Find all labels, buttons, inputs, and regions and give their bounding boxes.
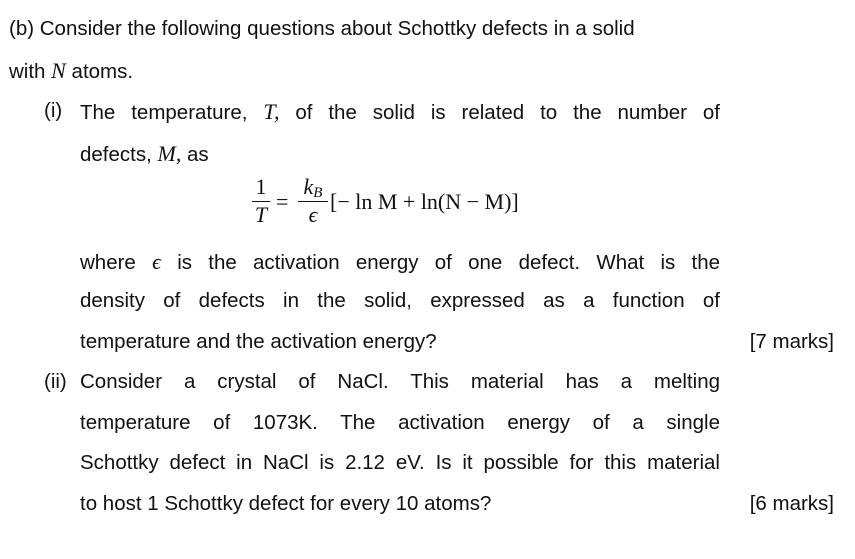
part-i-text-1b: of the solid is related to the number of: [279, 101, 720, 124]
part-ii-text-2: temperature of 1073K. The activation energy of a single: [80, 411, 720, 434]
part-b-line-1: [9, 19, 635, 40]
lhs-numerator: 1: [255, 174, 267, 199]
part-ii-line-4: [80, 494, 491, 515]
part-i-line-5: [80, 332, 437, 353]
part-i-text-3b: is the activation energy of one defect. What is the: [160, 251, 720, 274]
part-i-marks: [7 marks]: [749, 330, 834, 353]
part-i-text-4: density of defects in the solid, expressed as a function of: [80, 289, 720, 312]
equals-sign: =: [276, 189, 289, 214]
rhs-denominator: ϵ: [308, 202, 318, 228]
rhs-numerator: [298, 174, 328, 201]
lhs-fraction: [252, 176, 270, 226]
var-m: M,: [157, 141, 182, 166]
var-n: N: [51, 58, 66, 83]
var-epsilon: ϵ: [152, 249, 161, 274]
part-i-text-3a: where: [80, 251, 153, 274]
part-ii-text-4: to host 1 Schottky defect for every 10 atoms?: [80, 492, 492, 515]
part-ii-marks: [6 marks]: [749, 492, 834, 515]
rhs-fraction: [298, 176, 328, 226]
part-i-text-2a: defects,: [80, 143, 158, 166]
part-ii-line-3: [80, 453, 720, 474]
part-i-line-1: [80, 101, 720, 124]
part-i-line-3: [80, 251, 720, 274]
part-i-text-5: temperature and the activation energy?: [80, 330, 437, 353]
part-b-text-1: (b) Consider the following questions about Schottky defects in a solid: [9, 17, 635, 40]
part-i-line-4: [80, 291, 720, 312]
part-ii-label: (ii): [44, 370, 67, 393]
part-b-text-2a: with: [9, 60, 52, 83]
part-b-text-2b: atoms.: [65, 60, 134, 83]
part-ii-line-1: [80, 372, 720, 393]
k-symbol: k: [303, 174, 314, 199]
k-subscript: B: [313, 185, 323, 201]
part-i-label: (i): [44, 99, 63, 122]
part-i-text-1a: The temperature,: [80, 101, 264, 124]
bracket-expression: [− ln M + ln(N − M)]: [330, 189, 519, 214]
lhs-denominator: T: [254, 202, 268, 228]
part-i-text-2b: as: [181, 143, 209, 166]
part-i-line-2: [80, 143, 209, 166]
part-ii-text-3: Schottky defect in NaCl is 2.12 eV. Is it possible for this material: [80, 451, 720, 474]
part-ii-line-2: [80, 413, 720, 434]
part-b-line-2: [9, 60, 133, 83]
part-ii-text-1: Consider a crystal of NaCl. This material has a melting: [80, 370, 720, 393]
var-t: T,: [263, 99, 280, 124]
